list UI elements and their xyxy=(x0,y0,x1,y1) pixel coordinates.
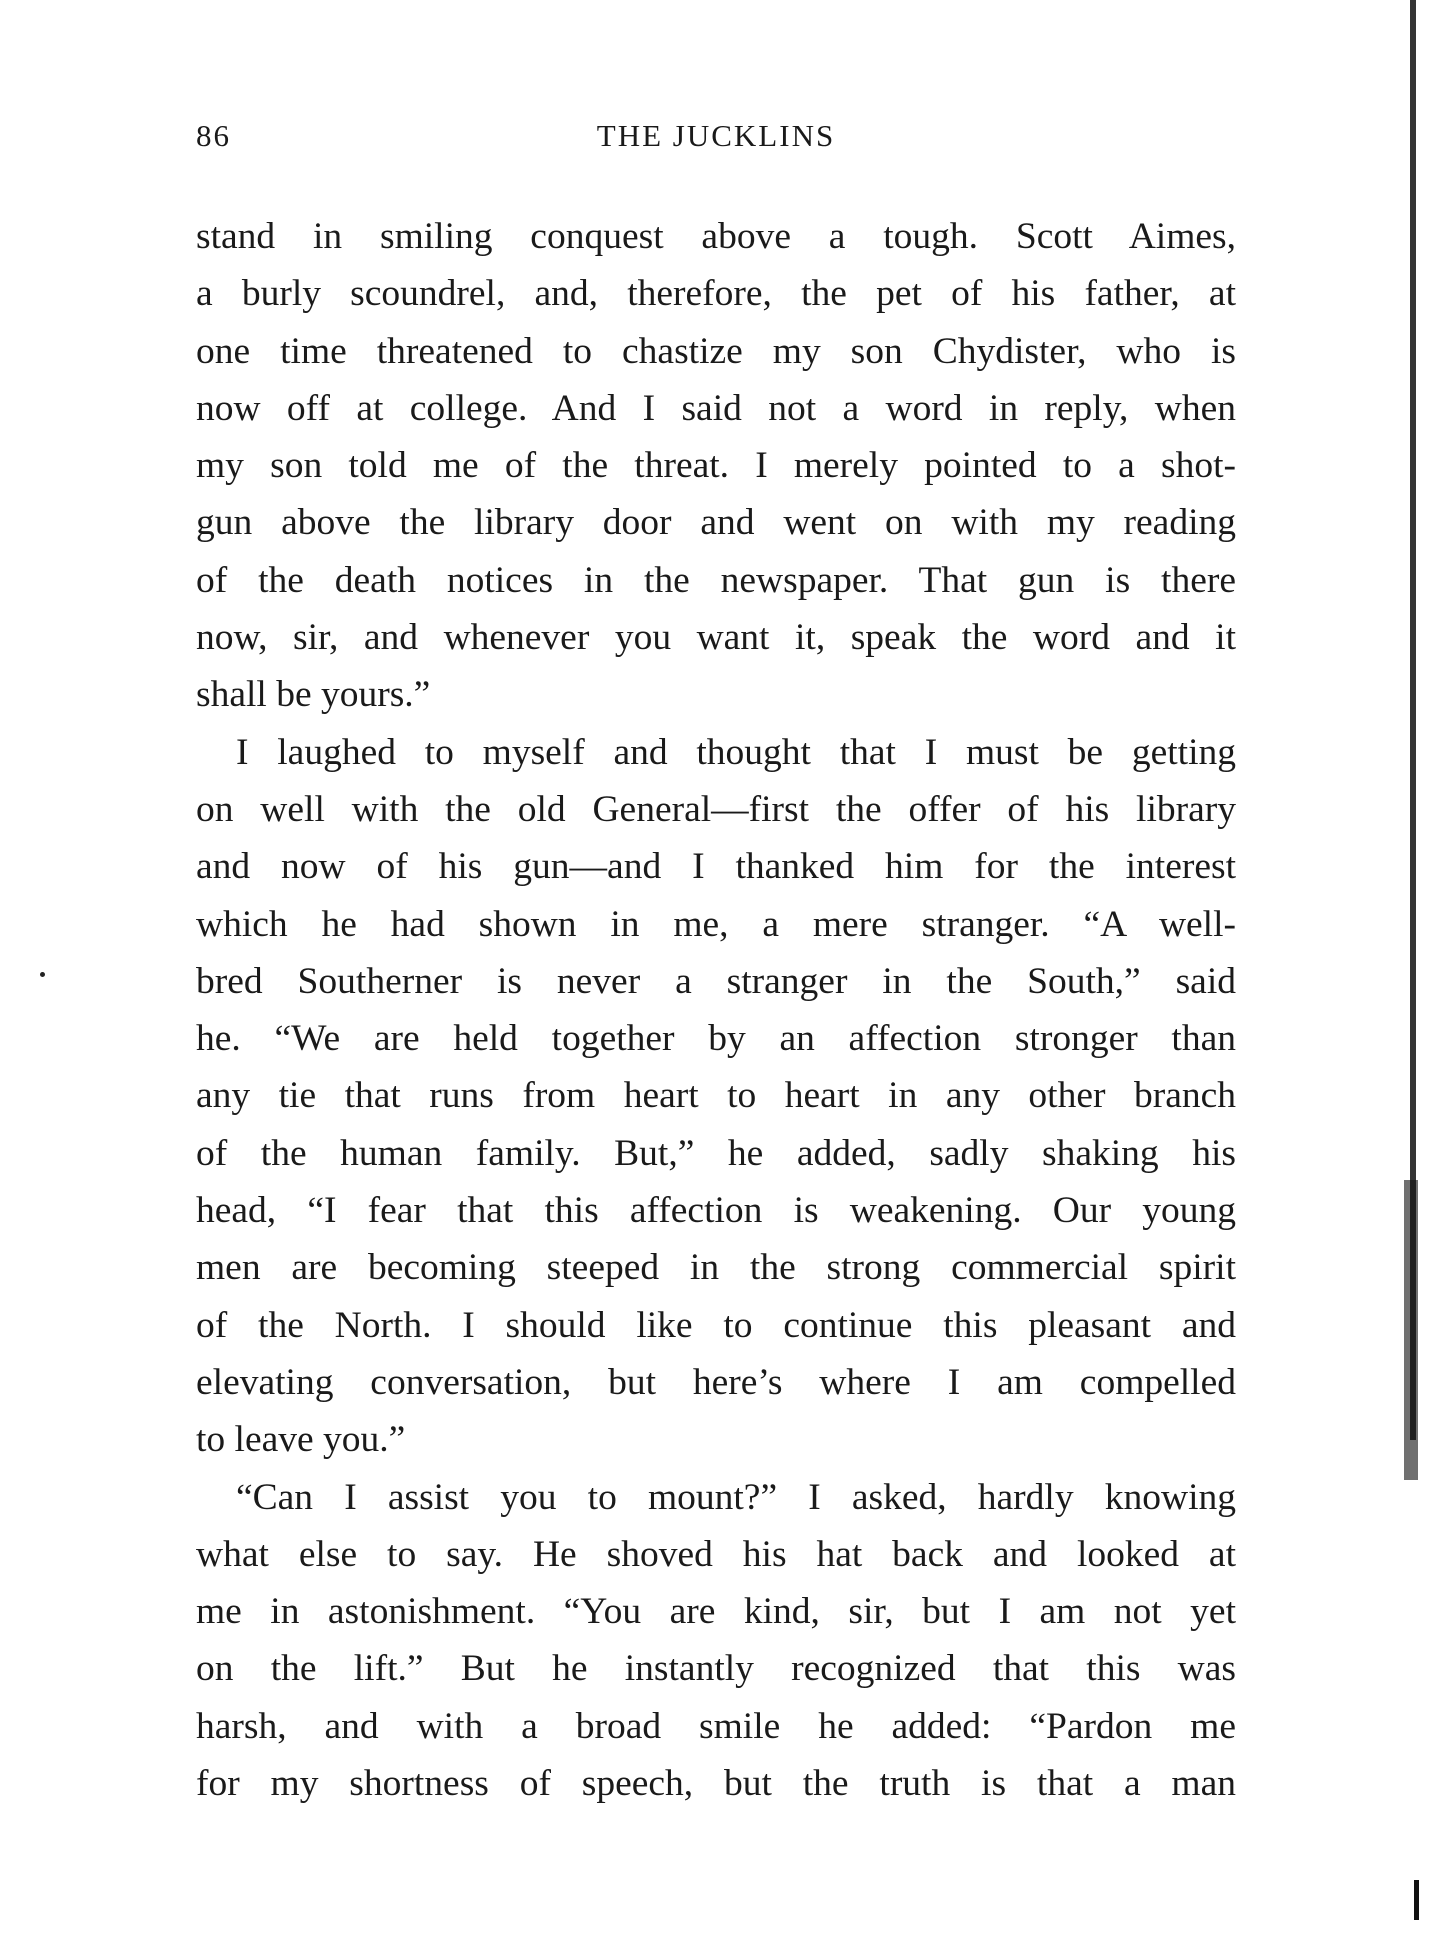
text-line: I laughed to myself and thought that I must be getting xyxy=(236,731,1236,773)
page-number: 86 xyxy=(196,118,231,153)
text-line: he. “We are held together by an affection stronger than xyxy=(196,1018,1236,1060)
text-line: one time threatened to chastize my son Chydister, who is xyxy=(196,330,1236,372)
text-line: now, sir, and whenever you want it, speak the word and it xyxy=(196,617,1236,659)
text-line: a burly scoundrel, and, therefore, the pet of his father, at xyxy=(196,273,1236,315)
paragraph xyxy=(196,208,1236,724)
text-line: head, “I fear that this affection is weakening. Our young xyxy=(196,1190,1236,1232)
text-line: now off at college. And I said not a word in reply, when xyxy=(196,387,1236,429)
text-line: shall be yours.” xyxy=(196,674,431,716)
scan-edge-shadow xyxy=(1404,1180,1418,1480)
text-line: of the human family. But,” he added, sadly shaking his xyxy=(196,1132,1236,1174)
text-line: bred Southerner is never a stranger in the South,” said xyxy=(196,960,1236,1002)
scan-speck xyxy=(40,972,45,977)
text-line: men are becoming steeped in the strong commercial spirit xyxy=(196,1247,1236,1289)
text-line: on the lift.” But he instantly recognized that this was xyxy=(196,1648,1236,1690)
text-line: me in astonishment. “You are kind, sir, but I am not yet xyxy=(196,1591,1236,1633)
text-line: of the death notices in the newspaper. That gun is there xyxy=(196,559,1236,601)
text-line: which he had shown in me, a mere stranger. “A well- xyxy=(196,903,1236,945)
paragraph xyxy=(196,1469,1236,1813)
running-head xyxy=(196,118,1236,158)
text-line: stand in smiling conquest above a tough. Scott Aimes, xyxy=(196,216,1236,257)
text-line: for my shortness of speech, but the truth is that a man xyxy=(196,1763,1236,1805)
text-line: on well with the old General—first the offer of his library xyxy=(196,788,1236,830)
text-line: “Can I assist you to mount?” I asked, hardly knowing xyxy=(236,1476,1236,1518)
text-line: what else to say. He shoved his hat back and looked at xyxy=(196,1533,1236,1575)
book-title: THE JUCKLINS xyxy=(596,118,836,153)
body-text xyxy=(196,208,1236,1812)
text-line: gun above the library door and went on with my reading xyxy=(196,502,1236,544)
text-line: harsh, and with a broad smile he added: “Pardon me xyxy=(196,1705,1236,1747)
text-line: my son told me of the threat. I merely pointed to a shot- xyxy=(196,445,1236,487)
scan-edge-shadow xyxy=(1414,1880,1419,1920)
text-line: elevating conversation, but here’s where I am compelled xyxy=(196,1361,1236,1403)
text-line: of the North. I should like to continue this pleasant and xyxy=(196,1304,1236,1346)
text-line: any tie that runs from heart to heart in any other branch xyxy=(196,1075,1236,1117)
paragraph xyxy=(196,724,1236,1469)
text-line: and now of his gun—and I thanked him for the interest xyxy=(196,846,1236,888)
text-line: to leave you.” xyxy=(196,1419,406,1461)
